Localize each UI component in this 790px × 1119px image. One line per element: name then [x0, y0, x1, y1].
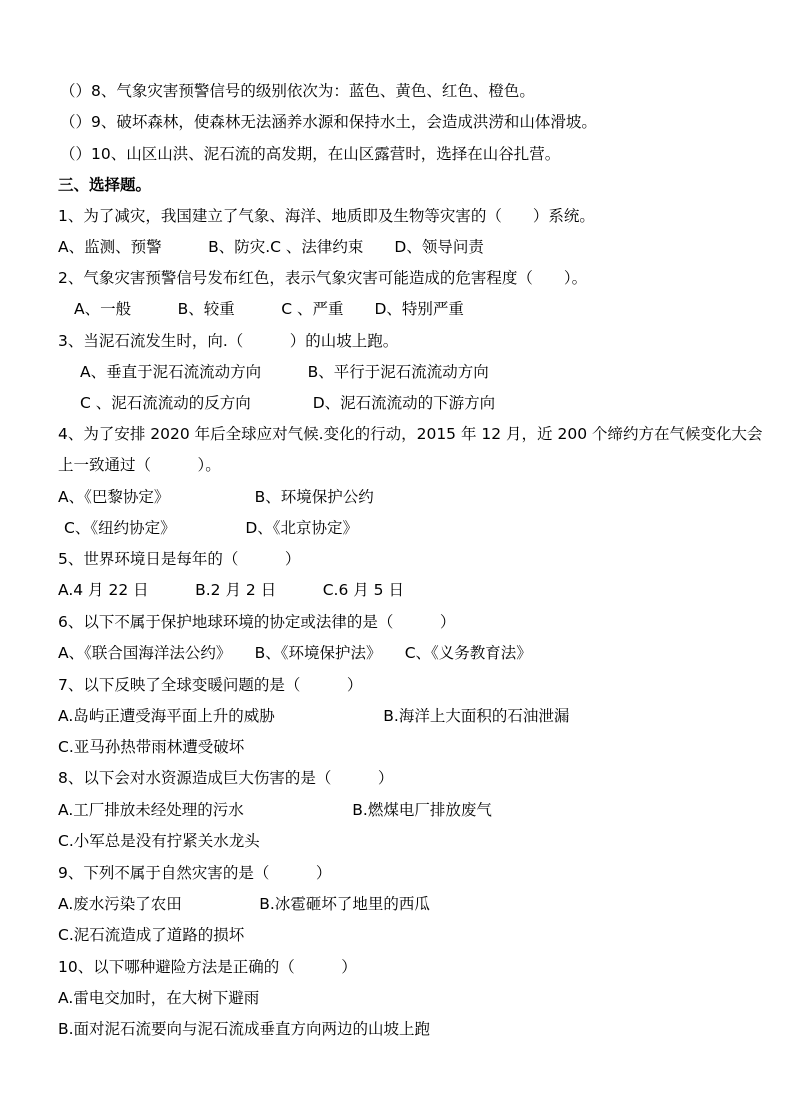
question-10-option-b: B.面对泥石流要向与泥石流成垂直方向两边的山坡上跑 — [58, 1020, 431, 1038]
question-4-options-ab: A、《巴黎协定》 B、环境保护公约 — [58, 488, 374, 506]
question-7-option-c: C.亚马孙热带雨林遭受破坏 — [58, 738, 245, 756]
question-4-options-cd: C、《纽约协定》 D、《北京协定》 — [64, 519, 359, 537]
question-2-options: A、一般 B、较重 C 、严重 D、特别严重 — [74, 300, 464, 318]
judgment-item-8: （）8、气象灾害预警信号的级别依次为：蓝色、黄色、红色、橙色。 — [60, 82, 535, 100]
judgment-item-10: （）10、山区山洪、泥石流的高发期，在山区露营时，选择在山谷扎营。 — [60, 145, 561, 163]
question-8-options-ab: A.工厂排放未经处理的污水 B.燃煤电厂排放废气 — [58, 801, 492, 819]
question-6: 6、以下不属于保护地球环境的协定或法律的是（ ） — [58, 613, 456, 631]
question-8-option-c: C.小军总是没有拧紧关水龙头 — [58, 832, 260, 850]
question-1: 1、为了减灾，我国建立了气象、海洋、地质即及生物等灾害的（ ）系统。 — [58, 207, 595, 225]
section-title: 三、选择题。 — [58, 176, 152, 194]
question-8: 8、以下会对水资源造成巨大伤害的是（ ） — [58, 769, 394, 787]
question-4-line-1: 4、为了安排 2020 年后全球应对气候.变化的行动，2015 年 12 月，近 200 个缔约方在气候变化大会 — [58, 425, 763, 443]
question-3-options-cd: C 、泥石流流动的反方向 D、泥石流流动的下游方向 — [80, 394, 496, 412]
question-10-option-a: A.雷电交加时，在大树下避雨 — [58, 989, 260, 1007]
question-7-options-ab: A.岛屿正遭受海平面上升的威胁 B.海洋上大面积的石油泄漏 — [58, 707, 570, 725]
question-2: 2、气象灾害预警信号发布红色，表示气象灾害可能造成的危害程度（ ）。 — [58, 269, 588, 287]
question-5: 5、世界环境日是每年的（ ） — [58, 550, 301, 568]
question-5-options: A.4 月 22 日 B.2 月 2 日 C.6 月 5 日 — [58, 581, 404, 599]
question-9: 9、下列不属于自然灾害的是（ ） — [58, 864, 332, 882]
question-3: 3、当泥石流发生时，向.（ ）的山坡上跑。 — [58, 332, 399, 350]
question-1-options: A、监测、预警 B、防灾.C 、法律约束 D、领导问责 — [58, 238, 484, 256]
question-6-options: A、《联合国海洋法公约》 B、《环境保护法》 C、《义务教育法》 — [58, 644, 532, 662]
judgment-item-9: （）9、破坏森林，使森林无法涵养水源和保持水土，会造成洪涝和山体滑坡。 — [60, 113, 597, 131]
question-9-options-ab: A.废水污染了农田 B.冰雹砸坏了地里的西瓜 — [58, 895, 430, 913]
question-10: 10、以下哪种避险方法是正确的（ ） — [58, 958, 357, 976]
question-3-options-ab: A、垂直于泥石流流动方向 B、平行于泥石流流动方向 — [80, 363, 489, 381]
question-4-line-2: 上一致通过（ ）。 — [58, 456, 221, 474]
question-9-option-c: C.泥石流造成了道路的损坏 — [58, 926, 245, 944]
question-7: 7、以下反映了全球变暖问题的是（ ） — [58, 676, 363, 694]
